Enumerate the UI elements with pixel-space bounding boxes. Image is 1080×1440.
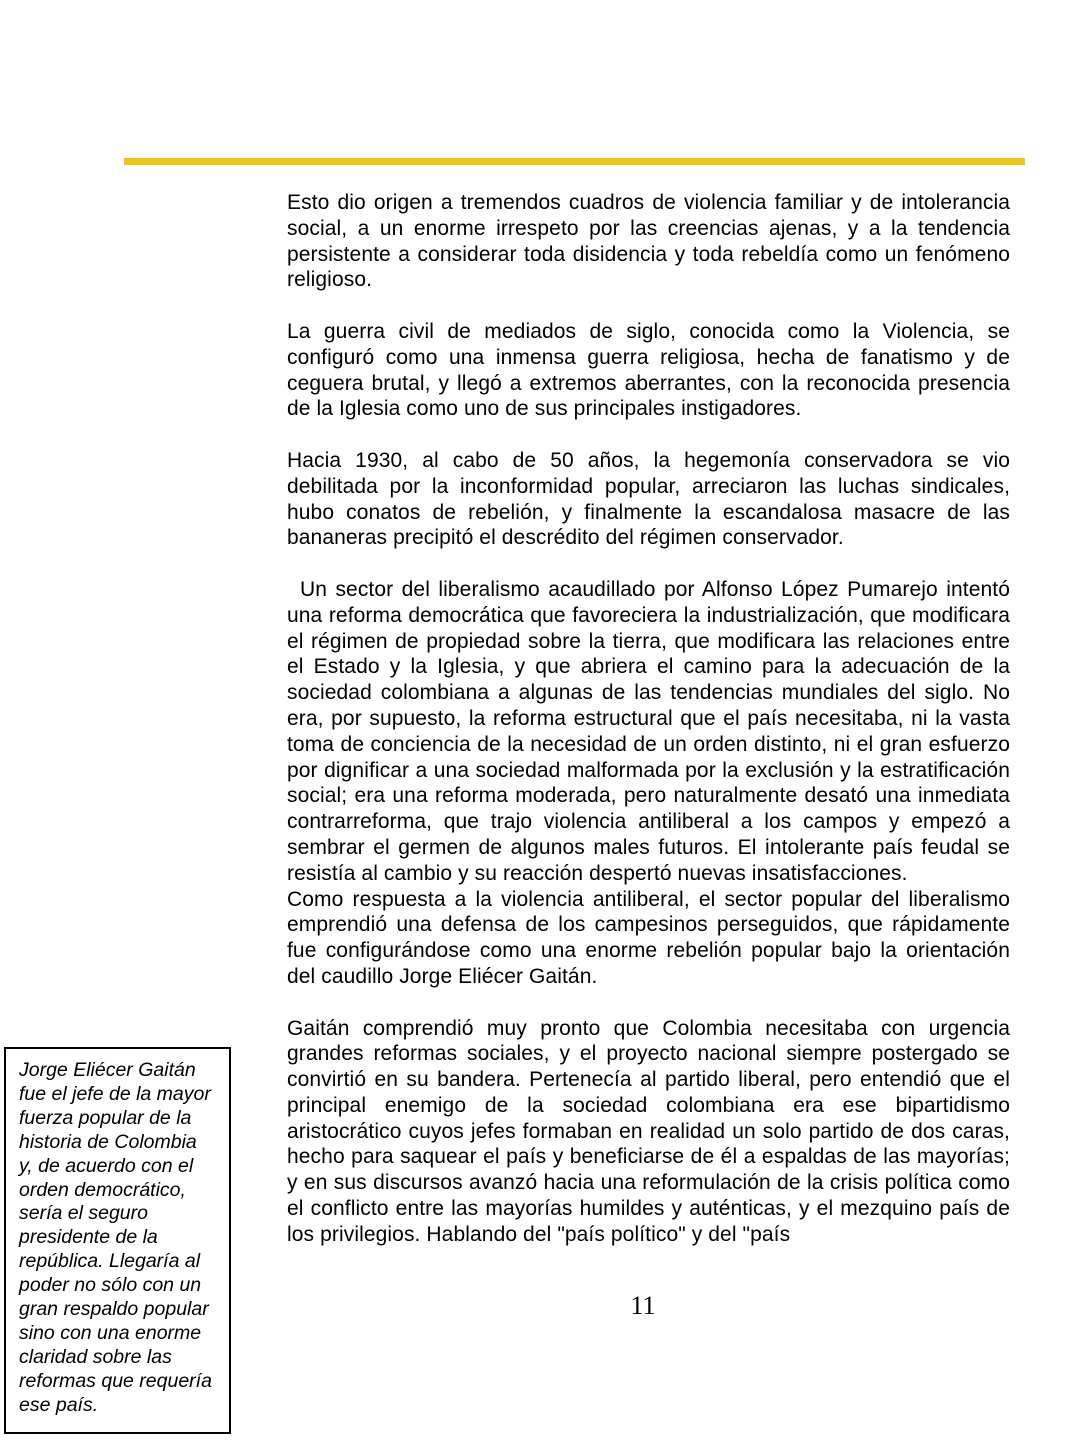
body-text-column [287, 190, 1010, 1248]
body-paragraph: La guerra civil de mediados de siglo, conocida como la Violencia, se configuró como una inmensa guerra religiosa, hecha de fanatismo y de ceguera brutal, y llegó a extremos aberrantes, con la reconocida presencia de la Iglesia como uno de sus principales instigadores. [287, 319, 1010, 421]
body-paragraph: Hacia 1930, al cabo de 50 años, la hegemonía conservadora se vio debilitada por la inconformidad popular, arreciaron las luchas sindicales, hubo conatos de rebelión, y finalmente la escandalosa masacre de las bananeras precipitó el descrédito del régimen conservador. [287, 448, 1010, 550]
accent-rule [124, 158, 1025, 165]
body-paragraph: Un sector del liberalismo acaudillado por Alfonso López Pumarejo intentó una reforma democrática que favoreciera la industrialización, que modificara el régimen de propiedad sobre la tierra, que modificara las relaciones entre el Estado y la Iglesia, y que abriera el camino para la adecuación de la sociedad colombiana a algunas de las tendencias mundiales del siglo. No era, por supuesto, la reforma estructural que el país necesitaba, ni la vasta toma de conciencia de la necesidad de un orden distinto, ni el gran esfuerzo por dignificar a una sociedad malformada por la exclusión y la estratificación social; era una reforma moderada, pero naturalmente desató una inmediata contrarreforma, que trajo violencia antiliberal a los campos y empezó a sembrar el germen de algunos males futuros. El intolerante país feudal se resistía al cambio y su reacción despertó nuevas insatisfacciones. [287, 577, 1010, 885]
body-paragraph: Gaitán comprendió muy pronto que Colombia necesitaba con urgencia grandes reformas sociales, y el proyecto nacional siempre postergado se convirtió en su bandera. Pertenecía al partido liberal, pero entendió que el principal enemigo de la sociedad colombiana era ese bipartidismo aristocrático cuyos jefes formaban en realidad un solo partido de dos caras, hecho para saquear el país y beneficiarse de él a espaldas de las mayorías; y en sus discursos avanzó hacia una reformulación de la crisis política como el conflicto entre las mayorías humildes y auténticas, y el mezquino país de los privilegios. Hablando del "país político" y del "país [287, 1016, 1010, 1246]
body-paragraph: Como respuesta a la violencia antiliberal, el sector popular del liberalismo emprendió una defensa de los campesinos perseguidos, que rápidamente fue configurándose como una enorme rebelión popular bajo la orientación del caudillo Jorge Eliécer Gaitán. [287, 887, 1010, 988]
page-number: 11 [630, 1291, 656, 1320]
body-paragraph: Esto dio origen a tremendos cuadros de violencia familiar y de intolerancia social, a un enorme irrespeto por las creencias ajenas, y a la tendencia persistente a considerar toda disidencia y toda rebeldía como un fenómeno religioso. [287, 191, 1010, 292]
sidebar-note-text: Jorge Eliécer Gaitán fue el jefe de la mayor fuerza popular de la historia de Colombia y, de acuerdo con el orden democrático, sería el seguro presidente de la república. Llegaría al poder no sólo con un gran respaldo popular sino con una enorme claridad sobre las reformas que requería ese país. [19, 1059, 212, 1416]
sidebar-note-box [4, 1047, 231, 1434]
